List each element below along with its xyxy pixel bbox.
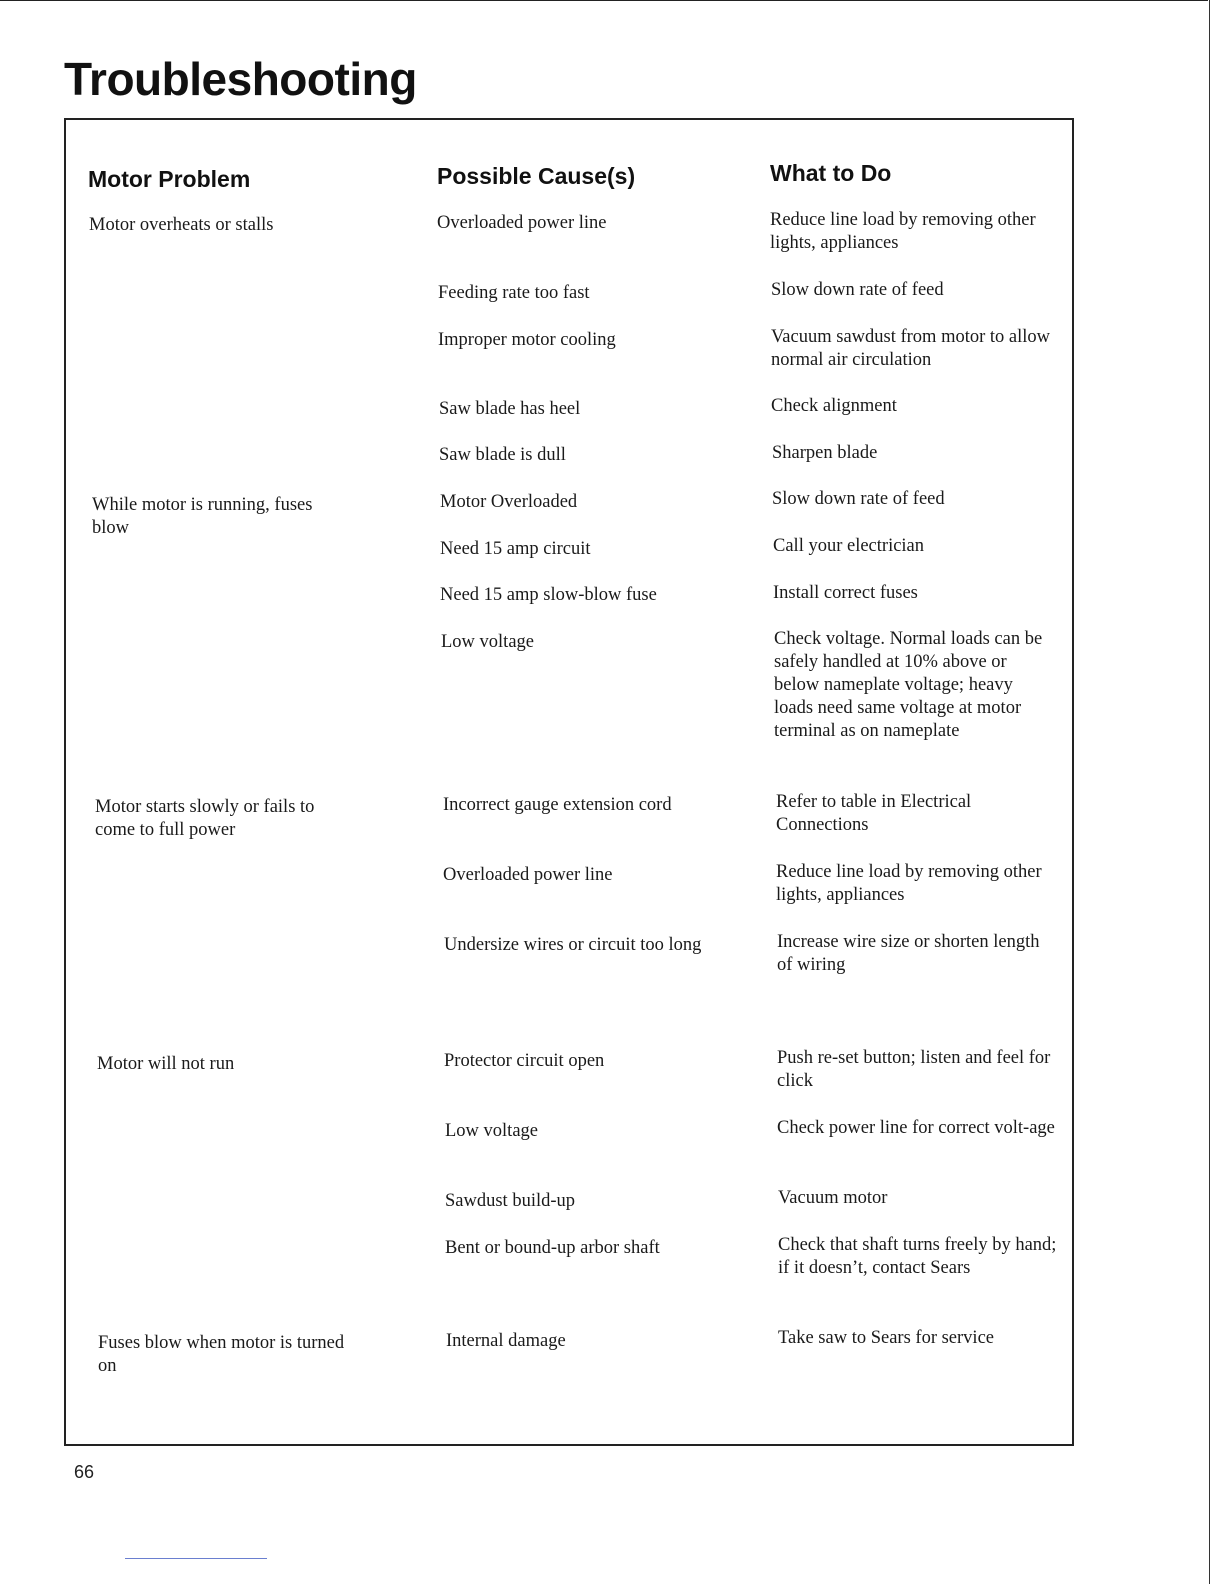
cause-cell: Improper motor cooling	[438, 330, 616, 350]
action-cell: Install correct fuses	[773, 583, 918, 603]
action-cell: Slow down rate of feed	[772, 489, 945, 509]
action-cell: Increase wire size or shorten length of wiring	[777, 932, 1040, 975]
header-motor-problem: Motor Problem	[88, 166, 251, 192]
cause-cell: Saw blade is dull	[439, 445, 566, 465]
action-cell: Call your electrician	[773, 536, 925, 556]
cause-cell: Sawdust build-up	[445, 1191, 576, 1211]
cause-cell: Need 15 amp slow-blow fuse	[440, 585, 657, 605]
cause-cell: Incorrect gauge extension cord	[443, 795, 672, 815]
page-title: Troubleshooting	[64, 53, 417, 105]
page-top-edge	[0, 0, 1208, 1]
problem-cell: Motor will not run	[97, 1054, 235, 1074]
page-right-edge	[1209, 0, 1210, 1584]
cause-cell: Overloaded power line	[437, 213, 607, 233]
cause-cell: Undersize wires or circuit too long	[444, 935, 702, 955]
header-possible-causes: Possible Cause(s)	[437, 163, 636, 189]
cause-cell: Motor Overloaded	[440, 492, 578, 512]
action-cell: Reduce line load by removing other lights, appliances	[776, 862, 1042, 905]
action-cell: Refer to table in Electrical Connections	[776, 792, 972, 835]
cause-cell: Protector circuit open	[444, 1051, 605, 1071]
action-cell: Vacuum sawdust from motor to allow normal air circulation	[771, 327, 1050, 370]
cause-cell: Internal damage	[446, 1331, 566, 1351]
cause-cell: Low voltage	[441, 632, 534, 652]
cause-cell: Overloaded power line	[443, 865, 613, 885]
problem-cell: While motor is running, fuses blow	[92, 495, 313, 538]
action-cell: Check alignment	[771, 396, 897, 416]
problem-cell: Motor overheats or stalls	[89, 215, 274, 235]
cause-cell: Saw blade has heel	[439, 399, 581, 419]
action-cell: Sharpen blade	[772, 443, 878, 463]
footer-rule	[125, 1558, 267, 1559]
cause-cell: Bent or bound-up arbor shaft	[445, 1238, 660, 1258]
header-what-to-do: What to Do	[770, 160, 892, 186]
action-cell: Reduce line load by removing other lights, appliances	[770, 210, 1036, 253]
action-cell: Check voltage. Normal loads can be safely handled at 10% above or below nameplate voltage; heavy loads need same voltage at motor terminal as on nameplate	[774, 629, 1043, 741]
action-cell: Check power line for correct volt-age	[777, 1118, 1055, 1138]
problem-cell: Fuses blow when motor is turned on	[98, 1333, 345, 1376]
cause-cell: Low voltage	[445, 1121, 538, 1141]
cause-cell: Need 15 amp circuit	[440, 539, 591, 559]
action-cell: Vacuum motor	[778, 1188, 888, 1208]
page-number: 66	[74, 1462, 95, 1482]
action-cell: Take saw to Sears for service	[778, 1328, 994, 1348]
action-cell: Slow down rate of feed	[771, 280, 944, 300]
action-cell: Check that shaft turns freely by hand; if it doesn’t, contact Sears	[778, 1235, 1057, 1278]
cause-cell: Feeding rate too fast	[438, 283, 590, 303]
problem-cell: Motor starts slowly or fails to come to full power	[95, 797, 315, 840]
action-cell: Push re-set button; listen and feel for click	[777, 1048, 1051, 1091]
